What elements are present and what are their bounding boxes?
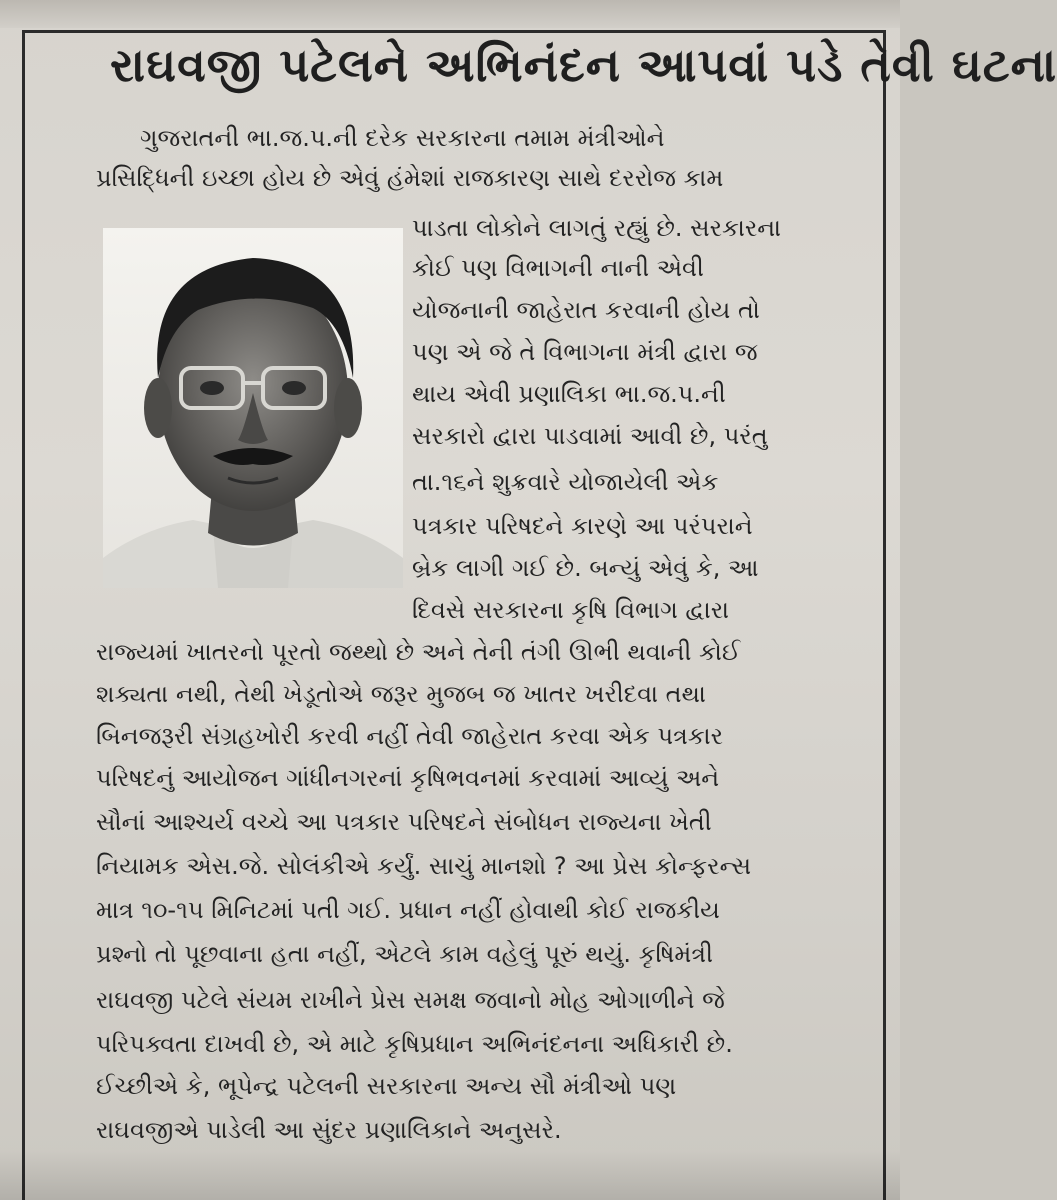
body-line: પ્રસિદ્ધિની ઇચ્છા હોય છે એવું હંમેશાં રાજકારણ સાથે દરરોજ કામ bbox=[96, 164, 724, 192]
body-line: થાય એવી પ્રણાલિકા ભા.જ.પ.ની bbox=[412, 380, 726, 408]
person-portrait-icon bbox=[103, 228, 403, 588]
top-cut-strip bbox=[0, 0, 900, 28]
body-line: પરિષદનું આયોજન ગાંધીનગરનાં કૃષિભવનમાં કરવામાં આવ્યું અને bbox=[96, 764, 720, 792]
article-headline: રાઘવજી પટેલને અભિનંદન આપવાં પડે તેવી ઘટના bbox=[110, 38, 1057, 92]
body-line: રાજ્યમાં ખાતરનો પૂરતો જથ્થો છે અને તેની તંગી ઊભી થવાની કોઈ bbox=[96, 638, 741, 666]
bottom-shadow bbox=[0, 1150, 900, 1200]
body-line: રાઘવજી પટેલે સંયમ રાખીને પ્રેસ સમક્ષ જવાનો મોહ ઓગાળીને જે bbox=[96, 986, 725, 1014]
body-line: પત્રકાર પરિષદને કારણે આ પરંપરાને bbox=[412, 512, 753, 540]
body-line: બ્રેક લાગી ગઈ છે. બન્યું એવું કે, આ bbox=[412, 554, 759, 582]
body-line: પાડતા લોકોને લાગતું રહ્યું છે. સરકારના bbox=[412, 214, 782, 242]
portrait-photo bbox=[103, 228, 403, 588]
body-line: બિનજરૂરી સંગ્રહખોરી કરવી નહીં તેવી જાહેરાત કરવા એક પત્રકાર bbox=[96, 722, 724, 750]
body-line: પણ એ જે તે વિભાગના મંત્રી દ્વારા જ bbox=[412, 338, 758, 366]
body-line: પરિપક્વતા દાખવી છે, એ માટે કૃષિપ્રધાન અભિનંદનના અધિકારી છે. bbox=[96, 1030, 733, 1058]
body-line: શક્યતા નથી, તેથી ખેડૂતોએ જરૂર મુજબ જ ખાતર ખરીદવા તથા bbox=[96, 680, 706, 708]
body-line: સૌનાં આશ્ચર્ય વચ્ચે આ પત્રકાર પરિષદને સંબોધન રાજ્યના ખેતી bbox=[96, 808, 712, 836]
body-line: નિયામક એસ.જે. સોલંકીએ કર્યું. સાચું માનશો ? આ પ્રેસ કોન્ફરન્સ bbox=[96, 852, 752, 880]
body-line: પ્રશ્નો તો પૂછવાના હતા નહીં, એટલે કામ વહેલું પૂરું થયું. કૃષિમંત્રી bbox=[96, 940, 713, 968]
body-line: યોજનાની જાહેરાત કરવાની હોય તો bbox=[412, 296, 760, 324]
body-line: ગુજરાતની ભા.જ.પ.ની દરેક સરકારના તમામ મંત્રીઓને bbox=[140, 124, 665, 152]
body-line: તા.૧૬ને શુક્રવારે યોજાયેલી એક bbox=[412, 468, 719, 496]
body-line: ઈચ્છીએ કે, ભૂપેન્દ્ર પટેલની સરકારના અન્ય સૌ મંત્રીઓ પણ bbox=[96, 1072, 677, 1100]
body-line: સરકારો દ્વારા પાડવામાં આવી છે, પરંતુ bbox=[412, 422, 768, 450]
body-line: દિવસે સરકારના કૃષિ વિભાગ દ્વારા bbox=[412, 596, 730, 624]
body-line: કોઈ પણ વિભાગની નાની એવી bbox=[412, 254, 704, 282]
body-line: રાઘવજીએ પાડેલી આ સુંદર પ્રણાલિકાને અનુસરે. bbox=[96, 1116, 562, 1144]
body-line: માત્ર ૧૦-૧૫ મિનિટમાં પતી ગઈ. પ્રધાન નહીં હોવાથી કોઈ રાજકીય bbox=[96, 896, 720, 924]
